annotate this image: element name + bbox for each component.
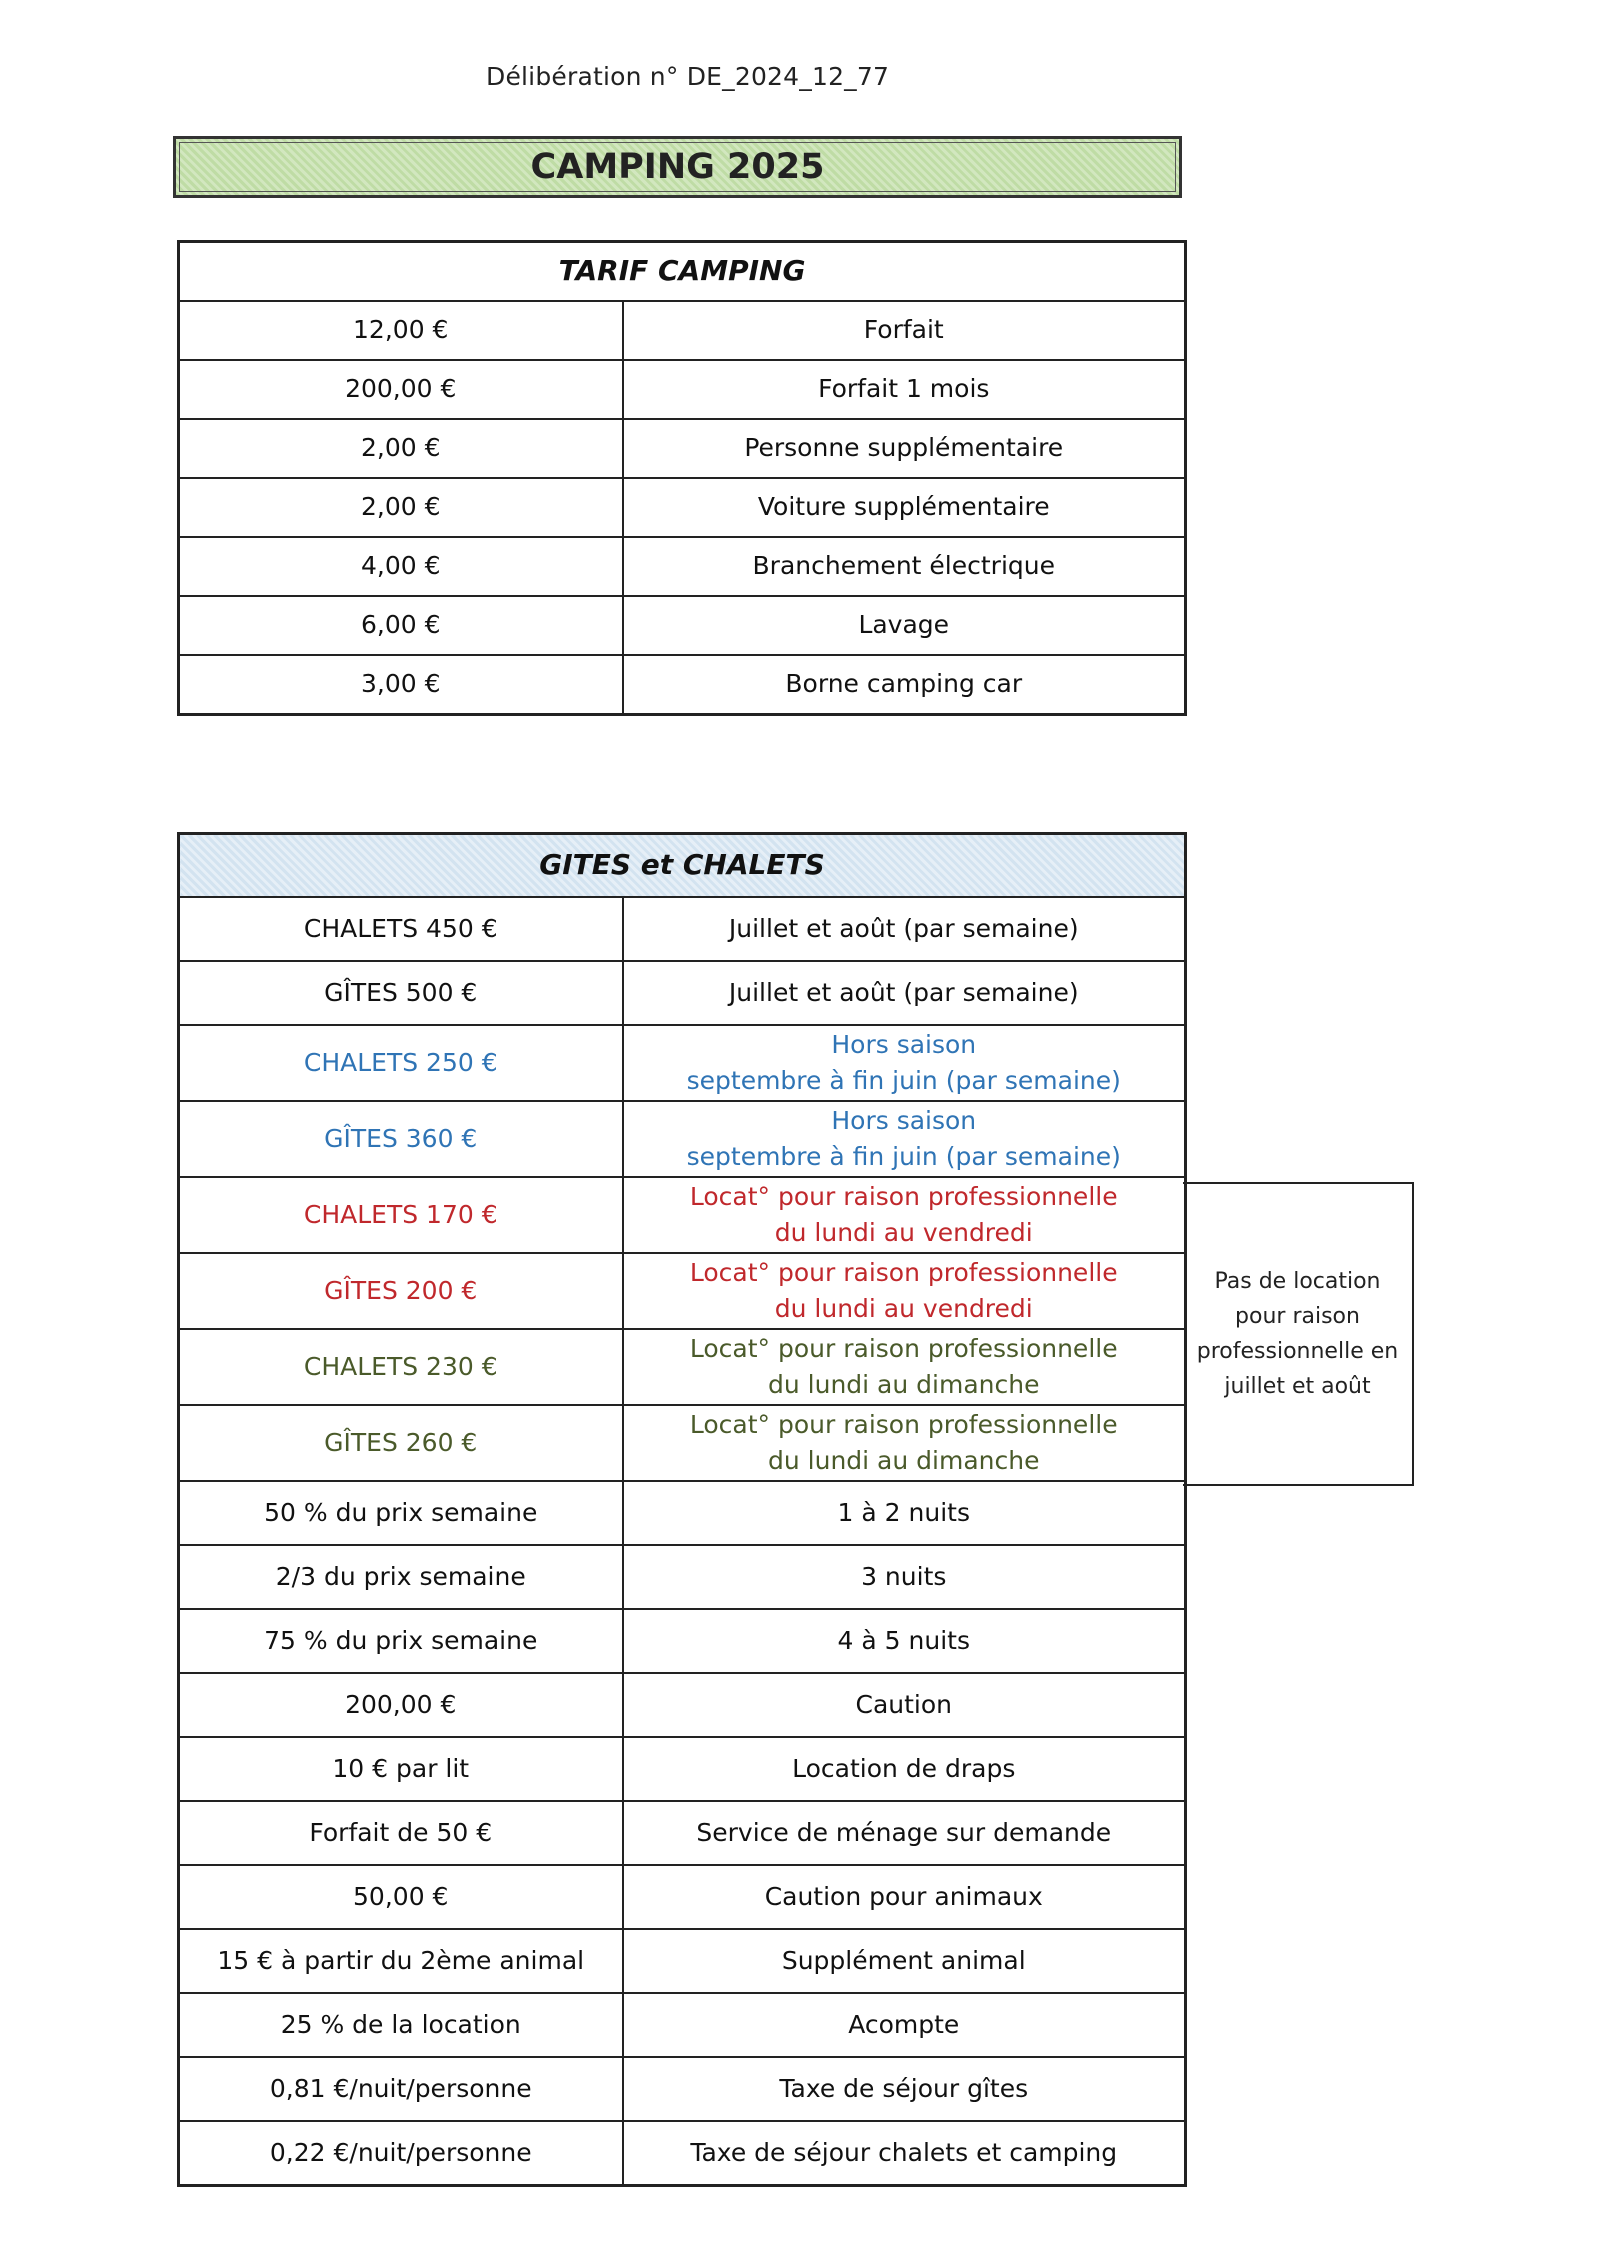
- price-cell: 25 % de la location: [179, 1993, 623, 2057]
- label-cell: Caution pour animaux: [623, 1865, 1186, 1929]
- label-line: du lundi au vendredi: [774, 1294, 1033, 1323]
- label-cell: Forfait: [623, 301, 1186, 360]
- label-line: septembre à fin juin (par semaine): [686, 1142, 1121, 1171]
- table-row: [179, 1737, 1186, 1801]
- title-banner: [173, 136, 1182, 198]
- price-cell: 75 % du prix semaine: [179, 1609, 623, 1673]
- label-line: septembre à fin juin (par semaine): [686, 1066, 1121, 1095]
- price-cell: CHALETS 170 €: [179, 1177, 623, 1253]
- table-row: [179, 1609, 1186, 1673]
- label-cell: [623, 1025, 1186, 1101]
- price-cell: 2,00 €: [179, 478, 623, 537]
- table-row: [179, 478, 1186, 537]
- label-cell: Caution: [623, 1673, 1186, 1737]
- label-line: Hors saison: [831, 1029, 977, 1059]
- table-row: [179, 1329, 1186, 1405]
- table-row: [179, 1405, 1186, 1481]
- label-cell: Juillet et août (par semaine): [623, 961, 1186, 1025]
- label-cell: Taxe de séjour gîtes: [623, 2057, 1186, 2121]
- price-cell: 200,00 €: [179, 360, 623, 419]
- price-cell: 2,00 €: [179, 419, 623, 478]
- table-row: [179, 1481, 1186, 1545]
- label-line: Locat° pour raison professionnelle: [689, 1257, 1118, 1287]
- label-cell: [623, 1405, 1186, 1481]
- table-row: [179, 360, 1186, 419]
- label-cell: 3 nuits: [623, 1545, 1186, 1609]
- table-row: [179, 2121, 1186, 2186]
- price-cell: 15 € à partir du 2ème animal: [179, 1929, 623, 1993]
- table-row: [179, 419, 1186, 478]
- price-cell: GÎTES 200 €: [179, 1253, 623, 1329]
- table-row: [179, 961, 1186, 1025]
- price-cell: 0,22 €/nuit/personne: [179, 2121, 623, 2186]
- label-cell: Borne camping car: [623, 655, 1186, 715]
- gites-chalets-table: [177, 832, 1187, 2187]
- camping-tariff-table: [177, 240, 1187, 716]
- table-row: [179, 301, 1186, 360]
- label-cell: Service de ménage sur demande: [623, 1801, 1186, 1865]
- table-row: [179, 655, 1186, 715]
- table-row: [179, 1101, 1186, 1177]
- price-cell: 4,00 €: [179, 537, 623, 596]
- price-cell: GÎTES 360 €: [179, 1101, 623, 1177]
- table-row: [179, 1801, 1186, 1865]
- table-row: [179, 1993, 1186, 2057]
- price-cell: 0,81 €/nuit/personne: [179, 2057, 623, 2121]
- label-cell: 1 à 2 nuits: [623, 1481, 1186, 1545]
- price-cell: 12,00 €: [179, 301, 623, 360]
- label-cell: Forfait 1 mois: [623, 360, 1186, 419]
- table-row: [179, 897, 1186, 961]
- label-cell: [623, 1253, 1186, 1329]
- price-cell: CHALETS 450 €: [179, 897, 623, 961]
- table-row: [179, 596, 1186, 655]
- label-cell: Taxe de séjour chalets et camping: [623, 2121, 1186, 2186]
- price-cell: GÎTES 500 €: [179, 961, 623, 1025]
- price-cell: 200,00 €: [179, 1673, 623, 1737]
- label-line: du lundi au dimanche: [768, 1370, 1040, 1399]
- gites-table-title: GITES et CHALETS: [179, 834, 1186, 898]
- label-cell: [623, 1177, 1186, 1253]
- camping-table-title: TARIF CAMPING: [179, 242, 1186, 302]
- label-line: du lundi au dimanche: [768, 1446, 1040, 1475]
- price-cell: 10 € par lit: [179, 1737, 623, 1801]
- label-line: Hors saison: [831, 1105, 977, 1135]
- price-cell: 3,00 €: [179, 655, 623, 715]
- price-cell: CHALETS 250 €: [179, 1025, 623, 1101]
- label-cell: Supplément animal: [623, 1929, 1186, 1993]
- table-row: [179, 1545, 1186, 1609]
- price-cell: GÎTES 260 €: [179, 1405, 623, 1481]
- label-cell: Personne supplémentaire: [623, 419, 1186, 478]
- label-line: Locat° pour raison professionnelle: [689, 1181, 1118, 1211]
- professional-rental-note-box: [1183, 1182, 1414, 1486]
- label-cell: Acompte: [623, 1993, 1186, 2057]
- price-cell: 50,00 €: [179, 1865, 623, 1929]
- page-title: CAMPING 2025: [530, 147, 825, 187]
- price-cell: CHALETS 230 €: [179, 1329, 623, 1405]
- label-cell: 4 à 5 nuits: [623, 1609, 1186, 1673]
- price-cell: 50 % du prix semaine: [179, 1481, 623, 1545]
- label-cell: Lavage: [623, 596, 1186, 655]
- table-row: [179, 537, 1186, 596]
- label-cell: [623, 1329, 1186, 1405]
- table-row: [179, 1253, 1186, 1329]
- label-cell: Juillet et août (par semaine): [623, 897, 1186, 961]
- price-cell: 6,00 €: [179, 596, 623, 655]
- label-cell: [623, 1101, 1186, 1177]
- deliberation-number: Délibération n° DE_2024_12_77: [486, 62, 890, 91]
- table-row: [179, 1025, 1186, 1101]
- label-cell: Branchement électrique: [623, 537, 1186, 596]
- table-row: [179, 1865, 1186, 1929]
- label-cell: Voiture supplémentaire: [623, 478, 1186, 537]
- table-row: [179, 1673, 1186, 1737]
- professional-rental-note: Pas de location pour raison professionnelle en juillet et août: [1196, 1268, 1399, 1400]
- price-cell: Forfait de 50 €: [179, 1801, 623, 1865]
- table-row: [179, 2057, 1186, 2121]
- label-line: Locat° pour raison professionnelle: [689, 1333, 1118, 1363]
- price-cell: 2/3 du prix semaine: [179, 1545, 623, 1609]
- label-line: du lundi au vendredi: [774, 1218, 1033, 1247]
- label-cell: Location de draps: [623, 1737, 1186, 1801]
- label-line: Locat° pour raison professionnelle: [689, 1409, 1118, 1439]
- table-row: [179, 1177, 1186, 1253]
- table-row: [179, 1929, 1186, 1993]
